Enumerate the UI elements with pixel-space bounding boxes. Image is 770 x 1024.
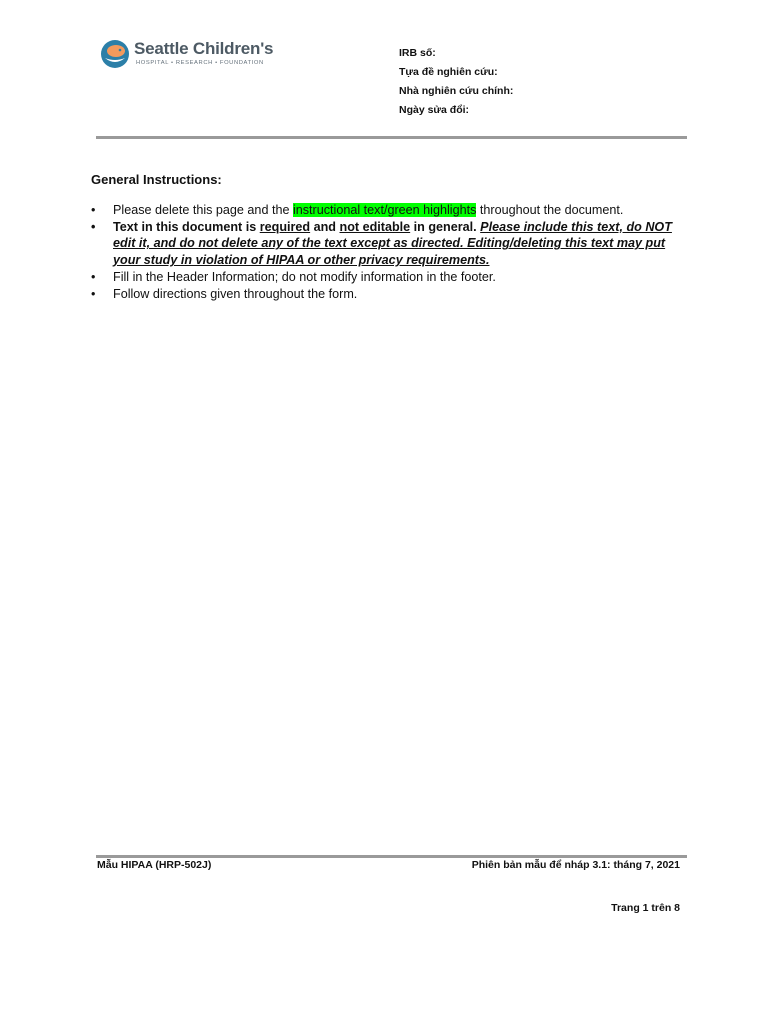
logo-tagline: HOSPITAL • RESEARCH • FOUNDATION — [136, 60, 264, 66]
item-text: and — [310, 219, 340, 234]
item-text: Please delete this page and the — [113, 203, 293, 217]
list-item — [91, 219, 691, 269]
revision-date-label: Ngày sửa đổi: — [399, 104, 470, 116]
principal-investigator-label: Nhà nghiên cứu chính: — [399, 85, 514, 97]
not-editable-text: not editable — [339, 219, 411, 234]
bullet-icon: • — [91, 203, 96, 217]
bullet-icon: • — [91, 219, 96, 234]
bullet-icon: • — [91, 286, 96, 301]
footer-divider — [96, 855, 687, 858]
logo-name: Seattle Children's — [134, 39, 274, 58]
footer-form-name: Mẫu HIPAA (HRP-502J) — [97, 859, 212, 871]
item-text: in general. — [410, 219, 481, 234]
header-divider — [96, 136, 687, 139]
seattle-childrens-logo — [99, 38, 289, 72]
page-number: Trang 1 trên 8 — [611, 902, 680, 914]
list-item — [91, 202, 691, 219]
list-item — [91, 286, 691, 303]
required-text: required — [259, 219, 311, 234]
item-text: Text in this document is — [113, 219, 260, 234]
bullet-icon: • — [91, 269, 96, 284]
item-text: throughout the document. — [476, 203, 624, 217]
instructions-list — [91, 202, 691, 302]
list-item — [91, 269, 691, 286]
instructions-heading: General Instructions: — [91, 172, 222, 187]
hipaa-warning-text: Please include this text, do NOT edit it, and do not delete any of the text except as directed. Editing/deleting this text may put your study in violation of HIPAA or other privacy requirements. — [113, 219, 672, 268]
green-highlight-text: instructional text/green highlights — [292, 203, 477, 217]
logo-whale-icon — [99, 38, 131, 70]
item-text: Fill in the Header Information; do not modify information in the footer. — [113, 269, 496, 284]
header-fields — [399, 44, 513, 120]
irb-number-label: IRB số: — [399, 47, 436, 59]
study-title-label: Tựa đề nghiên cứu: — [399, 66, 498, 78]
item-text: Follow directions given throughout the form. — [113, 286, 358, 301]
footer-version: Phiên bản mẫu để nháp 3.1: tháng 7, 2021 — [471, 859, 680, 871]
